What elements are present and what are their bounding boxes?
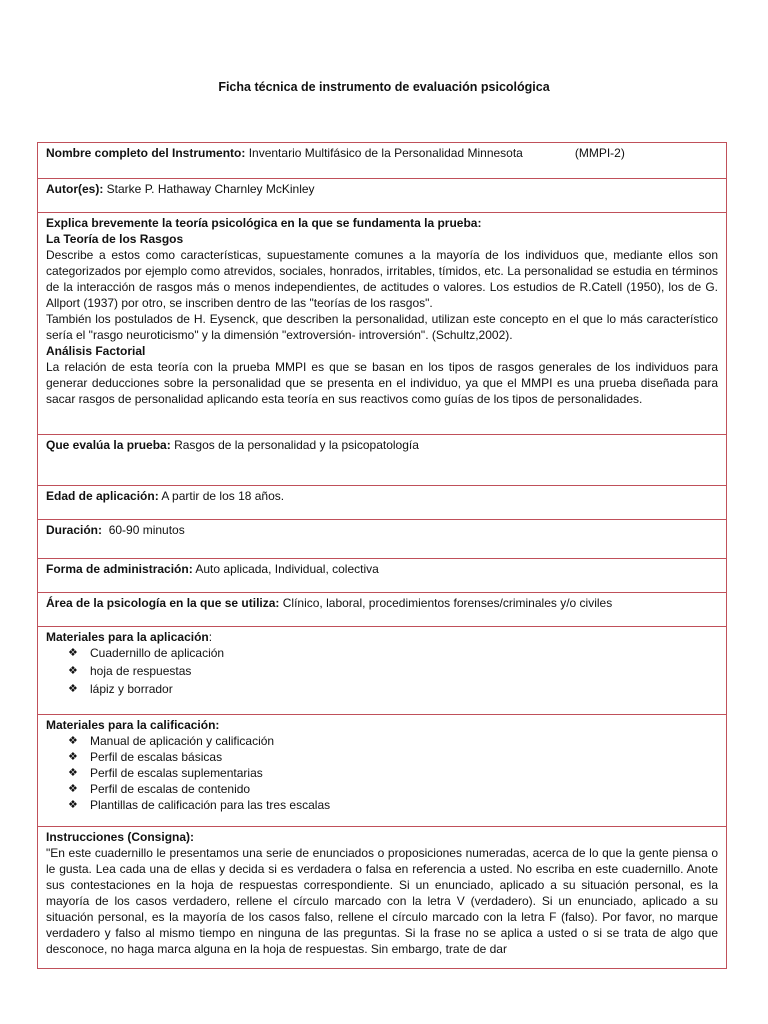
row-duracion <box>38 520 727 559</box>
list-item: ❖ lápiz y borrador <box>68 682 173 696</box>
cell-materiales-calificacion <box>38 715 727 827</box>
evalua-value: Rasgos de la personalidad y la psicopatología <box>174 438 419 452</box>
row-nombre <box>38 143 727 179</box>
list-item: ❖ Manual de aplicación y calificación <box>68 734 275 748</box>
row-forma <box>38 559 727 593</box>
teoria-heading-rasgos: La Teoría de los Rasgos <box>46 232 184 246</box>
teoria-heading-factorial: Análisis Factorial <box>46 344 146 358</box>
page-title: Ficha técnica de instrumento de evaluación psicológica <box>218 80 550 94</box>
nombre-label: Nombre completo del Instrumento: <box>46 146 246 160</box>
instrucciones-label: Instrucciones (Consigna): <box>46 830 195 844</box>
diamond-bullet-icon: ❖ <box>68 647 78 659</box>
diamond-bullet-icon: ❖ <box>68 665 78 677</box>
row-teoria <box>38 213 727 435</box>
cell-duracion <box>38 520 727 559</box>
row-evalua <box>38 435 727 486</box>
cell-forma <box>38 559 727 593</box>
cell-area <box>38 593 727 627</box>
teoria-label: Explica brevemente la teoría psicológica en la que se fundamenta la prueba: <box>46 216 482 230</box>
mat-aplicacion-colon: : <box>208 630 213 644</box>
forma-label: Forma de administración: <box>46 562 193 576</box>
row-materiales-aplicacion <box>38 627 727 715</box>
cell-autor <box>38 179 727 213</box>
row-autor <box>38 179 727 213</box>
diamond-bullet-icon: ❖ <box>68 683 78 695</box>
edad-value: A partir de los 18 años. <box>161 489 285 503</box>
list-item: ❖ Perfil de escalas básicas <box>68 750 223 764</box>
mat-aplicacion-label: Materiales para la aplicación <box>46 630 209 644</box>
list-item: ❖ Perfil de escalas de contenido <box>68 782 251 796</box>
cell-evalua <box>38 435 727 486</box>
evalua-label: Que evalúa la prueba: <box>46 438 171 452</box>
forma-value: Auto aplicada, Individual, colectiva <box>195 562 379 576</box>
autor-label: Autor(es): <box>46 182 104 196</box>
row-edad <box>38 486 727 520</box>
teoria-paragraph-2: También los postulados de H. Eysenck, que describen la personalidad, utilizan este concepto en el que lo más característico sería el "rasgo neuroticismo" y la dimensión "extroversión- introversión". (Schultz,2002). <box>46 312 718 342</box>
list-item: ❖ Cuadernillo de aplicación <box>68 646 225 660</box>
list-item: ❖ Plantillas de calificación para las tres escalas <box>68 798 331 812</box>
diamond-bullet-icon: ❖ <box>68 751 78 763</box>
technical-sheet-table <box>37 142 727 969</box>
row-area <box>38 593 727 627</box>
duracion-value: 60-90 minutos <box>108 523 185 537</box>
instrucciones-text: "En este cuadernillo le presentamos una serie de enunciados o proposiciones numeradas, acerca de lo que la gente piensa o le gusta. Lea cada una de ellas y decida si es verdadera o falsa en referencia a usted. No escriba en este cuadernillo. Anote sus contestaciones en la hoja de respuestas correspondiente. Si un enunciado, aplicado a su situación personal, es la mayoría de los casos verdadero, rellene el círculo marcado con la letra V (verdadero). Si un enunciado, aplicado a su situación personal, es la mayoría de los casos falso, rellene el círculo marcado con la letra F (falso). Por favor, no marque verdadero y falso al mismo tiempo en ninguna de las preguntas. Si la frase no se aplica a usted o si se trata de algo que desconoce, no haga marca alguna en la hoja de respuestas. Sin embargo, trate de dar <box>46 846 718 956</box>
diamond-bullet-icon: ❖ <box>68 799 78 811</box>
autor-value: Starke P. Hathaway Charnley McKinley <box>106 182 315 196</box>
duracion-label: Duración: <box>46 523 103 537</box>
cell-nombre <box>38 143 727 179</box>
nombre-value: Inventario Multifásico de la Personalidad Minnesota <box>248 146 523 160</box>
teoria-paragraph-3: La relación de esta teoría con la prueba MMPI es que se basan en los tipos de rasgos generales de los individuos para generar deducciones sobre la personalidad que se presenta en el individuo, ya que el MMPI es una prueba diseñada para sacar rasgos de personalidad aplicando esta teoría en sus reactivos como guías de los tipos de personalidades. <box>46 360 718 406</box>
edad-label: Edad de aplicación: <box>46 489 159 503</box>
area-value: Clínico, laboral, procedimientos forenses/criminales y/o civiles <box>282 596 613 610</box>
mat-calificacion-label: Materiales para la calificación: <box>46 718 220 732</box>
cell-teoria <box>38 213 727 435</box>
diamond-bullet-icon: ❖ <box>68 783 78 795</box>
mat-aplicacion-list <box>46 645 718 697</box>
diamond-bullet-icon: ❖ <box>68 735 78 747</box>
diamond-bullet-icon: ❖ <box>68 767 78 779</box>
cell-materiales-aplicacion <box>38 627 727 715</box>
row-materiales-calificacion <box>38 715 727 827</box>
area-label: Área de la psicología en la que se utiliza: <box>46 596 280 610</box>
cell-edad <box>38 486 727 520</box>
row-instrucciones <box>38 827 727 969</box>
cell-instrucciones <box>38 827 727 969</box>
nombre-abbr: (MMPI-2) <box>574 146 625 160</box>
teoria-paragraph-1: Describe a estos como características, supuestamente comunes a la mayoría de los individuos que, mediante ellos son categorizados por ejemplo como atrevidos, sociales, honrados, irritables, tímidos, etc. La personalidad se estudia en términos de la interacción de rasgos más o menos independientes, de actitudes o valores. Los estudios de R.Catell (1950), los de G. Allport (1937) por otro, se inscriben dentro de las "teorías de los rasgos". <box>46 248 718 310</box>
list-item: ❖ hoja de respuestas <box>68 664 192 678</box>
mat-calificacion-list <box>46 733 718 813</box>
list-item: ❖ Perfil de escalas suplementarias <box>68 766 263 780</box>
